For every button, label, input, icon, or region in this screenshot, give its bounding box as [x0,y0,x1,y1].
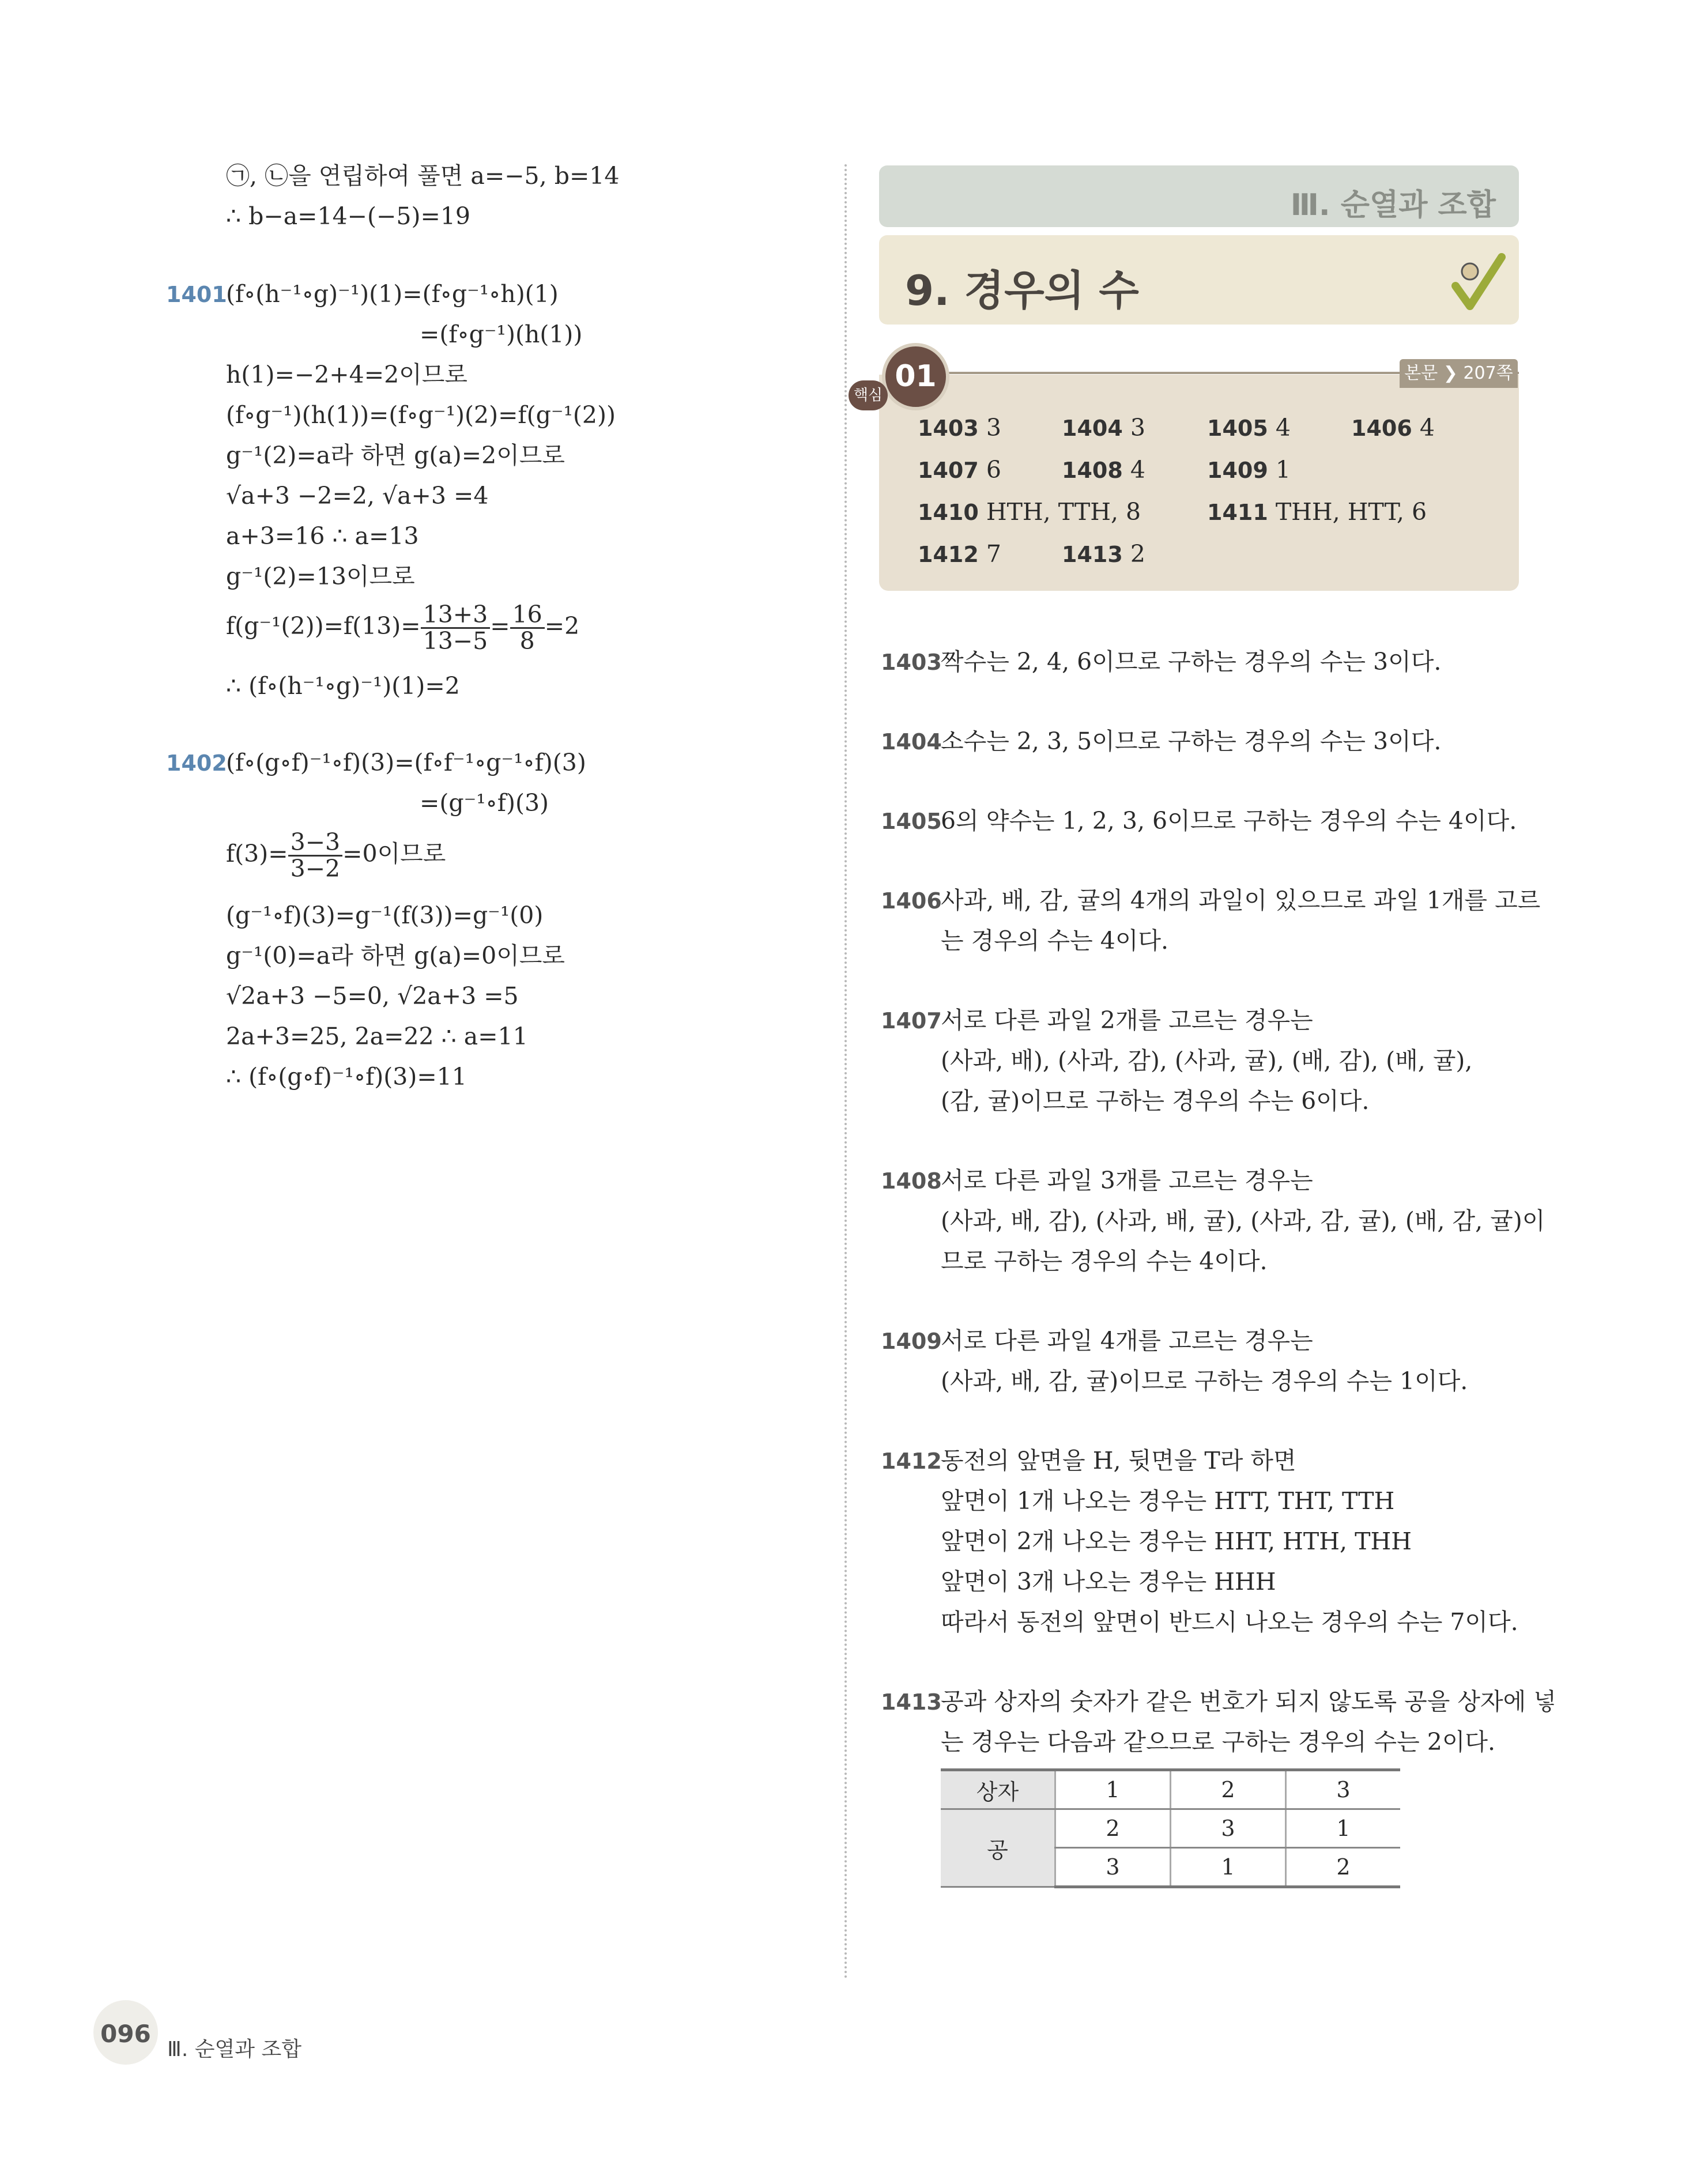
solution-1401-line-9 [226,602,579,654]
solution-1401-line-1: (f∘(h⁻¹∘g)⁻¹)(1)=(f∘g⁻¹∘h)(1) [226,280,559,308]
solution-1406-line-2: 는 경우의 수는 4이다. [941,927,1169,955]
page-number-badge [93,2000,158,2065]
solution-1401-line-2: =(f∘g⁻¹)(h(1)) [420,320,583,348]
answer-number: 1408 [1062,458,1123,483]
solution-1405-line-1: 6의 약수는 1, 2, 3, 6이므로 구하는 경우의 수는 4이다. [941,807,1517,835]
answer-item [918,500,1141,524]
table-header-box: 상자 [941,1770,1055,1809]
badge-tag: 핵심 [849,380,888,410]
solution-1407-line-2: (사과, 배), (사과, 감), (사과, 귤), (배, 감), (배, 귤), [941,1047,1473,1074]
page-reference[interactable]: 본문 ❯ 207쪽 [1400,359,1518,388]
column-divider [844,164,847,1980]
solution-1401-line-6: √a+3 −2=2, √a+3 =4 [226,482,489,510]
answer-item [1351,416,1435,440]
problem-number-1401: 1401 [166,282,227,307]
answer-item [918,542,1001,566]
solution-1412-line-2: 앞면이 1개 나오는 경우는 HTT, THT, TTH [941,1487,1395,1515]
footer-section: Ⅲ. 순열과 조합 [167,2038,302,2061]
section-header [879,165,1519,227]
answer-value: 3 [1130,414,1145,442]
solution-1412-line-5: 따라서 동전의 앞면이 반드시 나오는 경우의 수는 7이다. [941,1608,1518,1636]
answer-value: 2 [1130,540,1145,568]
section-badge [882,343,949,410]
solution-1412-line-4: 앞면이 3개 나오는 경우는 HHH [941,1568,1276,1595]
fraction-3-minus-3 [288,830,343,881]
chapter-title: 9. 경우의 수 [905,266,1139,315]
solution-1401-line-8: g⁻¹(2)=13이므로 [226,563,415,590]
solution-1412-line-3: 앞면이 2개 나오는 경우는 HHT, HTH, THH [941,1527,1412,1555]
solution-1402-line-5: g⁻¹(0)=a라 하면 g(a)=0이므로 [226,942,565,970]
badge-number: 01 [895,359,937,394]
table-cell: 3 [1171,1809,1286,1848]
fraction-lead: f(g⁻¹(2))=f(13)= [226,612,421,640]
solution-1407-line-3: (감, 귤)이므로 구하는 경우의 수는 6이다. [941,1087,1370,1115]
numerator: 3−3 [288,830,343,857]
table-cell: 2 [1171,1770,1286,1809]
problem-number-1402: 1402 [166,750,227,776]
solution-1401-line-4: (f∘g⁻¹)(h(1))=(f∘g⁻¹)(2)=f(g⁻¹(2)) [226,401,616,429]
answer-number: 1404 [1062,416,1123,441]
solution-1409-line-2: (사과, 배, 감, 귤)이므로 구하는 경우의 수는 1이다. [941,1367,1468,1395]
problem-number-1413: 1413 [881,1689,942,1715]
table-cell: 1 [1055,1770,1171,1809]
answer-number: 1412 [918,542,979,567]
fraction-lead: f(3)= [226,840,288,868]
solution-1408-line-2: (사과, 배, 감), (사과, 배, 귤), (사과, 감, 귤), (배, 감, 귤)이 [941,1207,1545,1235]
solution-1401-line-10: ∴ (f∘(h⁻¹∘g)⁻¹)(1)=2 [226,672,460,700]
problem-number-1405: 1405 [881,809,942,834]
left-intro-line-2: ∴ b−a=14−(−5)=19 [226,202,470,230]
fraction-tail: =0이므로 [342,840,446,868]
table-cell: 1 [1286,1809,1401,1848]
answer-value: 4 [1419,414,1435,442]
answer-number: 1403 [918,416,979,441]
table-row [941,1770,1400,1809]
chapter-header [879,235,1519,325]
answer-item [1207,500,1427,524]
section-title: Ⅲ. 순열과 조합 [1290,188,1496,222]
answer-number: 1413 [1062,542,1123,567]
solution-1413-line-1: 공과 상자의 숫자가 같은 번호가 되지 않도록 공을 상자에 넣 [941,1688,1556,1715]
solution-1402-line-8: ∴ (f∘(g∘f)⁻¹∘f)(3)=11 [226,1063,467,1091]
fraction-16-over-8 [510,602,545,654]
answer-number: 1411 [1207,500,1268,525]
problem-number-1406: 1406 [881,888,942,914]
table-header-ball: 공 [941,1809,1055,1887]
solution-1407-line-1: 서로 다른 과일 2개를 고르는 경우는 [941,1006,1313,1034]
solution-1404-line-1: 소수는 2, 3, 5이므로 구하는 경우의 수는 3이다. [941,727,1442,755]
denominator: 13−5 [423,627,488,655]
solution-1402-line-4: (g⁻¹∘f)(3)=g⁻¹(f(3))=g⁻¹(0) [226,901,544,929]
solution-1402-line-2: =(g⁻¹∘f)(3) [420,789,549,817]
table-row [941,1809,1400,1848]
table-cell: 2 [1055,1809,1171,1848]
table-cell: 1 [1171,1848,1286,1887]
answer-value: 6 [986,456,1001,484]
answer-item [918,416,1001,440]
problem-number-1409: 1409 [881,1329,942,1354]
answer-value: 1 [1275,456,1291,484]
numerator: 13+3 [421,602,491,629]
solution-1409-line-1: 서로 다른 과일 4개를 고르는 경우는 [941,1327,1313,1355]
answer-number: 1405 [1207,416,1268,441]
problem-number-1408: 1408 [881,1168,942,1194]
page-number: 096 [100,2020,151,2048]
denominator: 8 [519,627,535,655]
solution-1401-line-7: a+3=16 ∴ a=13 [226,522,419,550]
answer-number: 1410 [918,500,979,525]
answer-value: 3 [986,414,1001,442]
table-cell: 3 [1055,1848,1171,1887]
answer-value: 7 [986,540,1001,568]
answer-number: 1407 [918,458,979,483]
solution-1403-line-1: 짝수는 2, 4, 6이므로 구하는 경우의 수는 3이다. [941,648,1442,676]
solution-1406-line-1: 사과, 배, 감, 귤의 4개의 과일이 있으므로 과일 1개를 고르 [941,887,1541,914]
solution-1401-line-3: h(1)=−2+4=2이므로 [226,361,467,388]
solution-1408-line-1: 서로 다른 과일 3개를 고르는 경우는 [941,1167,1313,1194]
table-cell: 2 [1286,1848,1401,1887]
solution-1412-line-1: 동전의 앞면을 H, 뒷면을 T라 하면 [941,1447,1296,1474]
problem-number-1404: 1404 [881,729,942,755]
denominator: 3−2 [290,855,341,883]
answer-item [1207,458,1291,482]
fraction-result: =2 [544,612,580,640]
answer-value: 4 [1275,414,1291,442]
fraction-13-plus-3 [421,602,491,654]
problem-number-1407: 1407 [881,1008,942,1033]
answer-value: 4 [1130,456,1145,484]
solution-1402-line-3 [226,830,446,881]
answer-value: HTH, TTH, 8 [986,498,1141,526]
box-ball-table [941,1768,1400,1888]
answer-item [1062,458,1145,482]
left-intro-line-1: ㉠, ㉡을 연립하여 풀면 a=−5, b=14 [226,162,620,190]
numerator: 16 [510,602,545,629]
solution-1402-line-7: 2a+3=25, 2a=22 ∴ a=11 [226,1023,528,1050]
answer-number: 1409 [1207,458,1268,483]
table-cell: 3 [1286,1770,1401,1809]
problem-number-1403: 1403 [881,650,942,675]
answer-number: 1406 [1351,416,1412,441]
problem-number-1412: 1412 [881,1449,942,1474]
solution-1402-line-1: (f∘(g∘f)⁻¹∘f)(3)=(f∘f⁻¹∘g⁻¹∘f)(3) [226,749,586,776]
answer-item [1062,416,1145,440]
equals-sign: = [490,612,510,640]
solution-1408-line-3: 므로 구하는 경우의 수는 4이다. [941,1247,1268,1275]
solution-1401-line-5: g⁻¹(2)=a라 하면 g(a)=2이므로 [226,442,565,469]
answer-item [1062,542,1145,566]
solution-1402-line-6: √2a+3 −5=0, √2a+3 =5 [226,982,519,1010]
answer-item [918,458,1001,482]
answer-item [1207,416,1291,440]
mascot-icon [1444,251,1507,315]
answer-value: THH, HTT, 6 [1275,498,1427,526]
solution-1413-line-2: 는 경우는 다음과 같으므로 구하는 경우의 수는 2이다. [941,1728,1496,1756]
